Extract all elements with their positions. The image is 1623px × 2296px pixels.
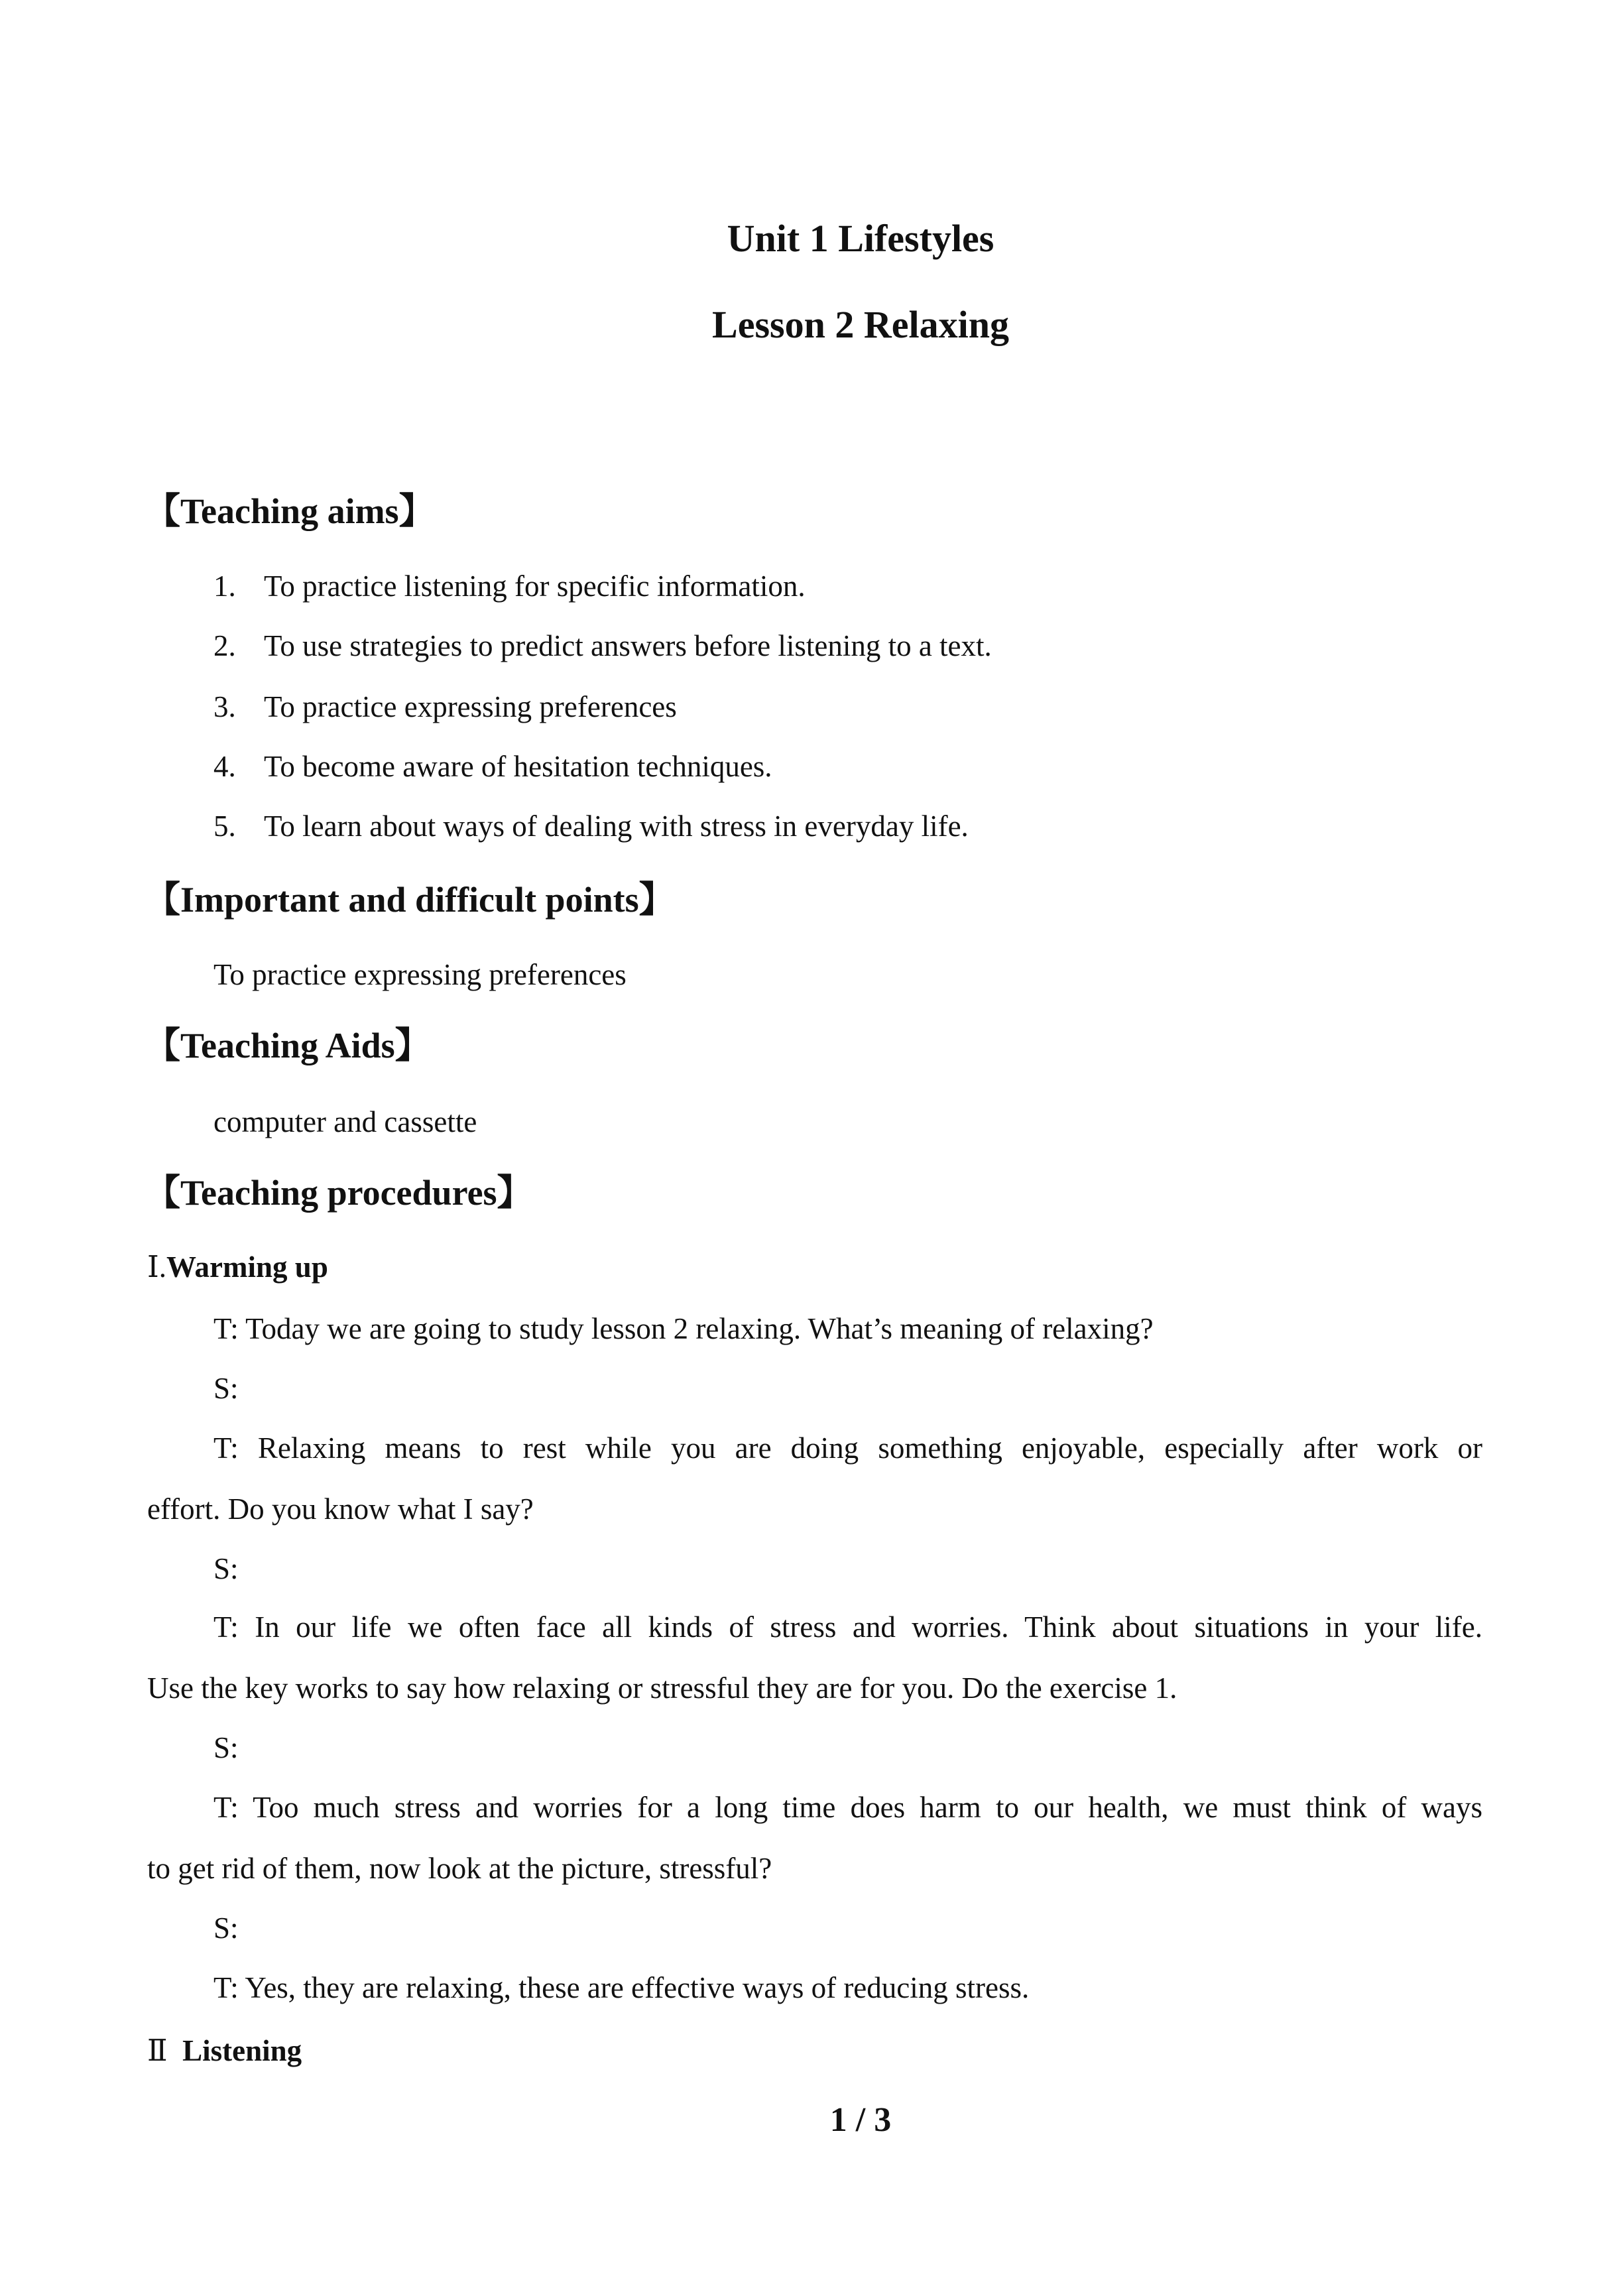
teaching-aids-text: computer and cassette [213, 1105, 477, 1138]
teaching-aims-heading: 【Teaching aims】 [145, 491, 435, 531]
dialogue-line: S: [213, 1731, 239, 1764]
dialogue-line: T: Too much stress and worries for a long time does harm to our health, we must think of ways [213, 1791, 1482, 1824]
dialogue-line: S: [213, 1372, 239, 1405]
dialogue-line: S: [213, 1911, 239, 1945]
aim-number: 4. [213, 750, 236, 783]
aim-number: 5. [213, 810, 236, 843]
aim-text: To learn about ways of dealing with stress in everyday life. [264, 810, 969, 843]
dialogue-line: T: Yes, they are relaxing, these are effective ways of reducing stress. [213, 1971, 1030, 2004]
dialogue-line: to get rid of them, now look at the picture, stressful? [147, 1852, 772, 1885]
important-points-heading: 【Important and difficult points】 [145, 880, 675, 920]
page-number: 1 / 3 [829, 2101, 892, 2139]
aim-number: 1. [213, 570, 236, 603]
dialogue-line: T: In our life we often face all kinds of stress and worries. Think about situations in your life. [213, 1610, 1482, 1644]
listening-label: Listening [182, 2034, 302, 2067]
teaching-procedures-heading: 【Teaching procedures】 [145, 1173, 533, 1213]
aim-text: To use strategies to predict answers before listening to a text. [264, 629, 992, 662]
dialogue-line: effort. Do you know what I say? [147, 1492, 534, 1526]
unit-title: Unit 1 Lifestyles [727, 217, 994, 260]
aim-text: To practice expressing preferences [264, 690, 677, 723]
dialogue-line: T: Today we are going to study lesson 2 relaxing. What’s meaning of relaxing? [213, 1312, 1154, 1345]
dialogue-line: T: Relaxing means to rest while you are doing something enjoyable, especially after work or [213, 1431, 1482, 1465]
teaching-aids-heading: 【Teaching Aids】 [145, 1026, 431, 1065]
roman-numeral: Ⅱ [147, 2034, 168, 2067]
aim-text: To become aware of hesitation techniques. [264, 750, 772, 783]
aim-number: 2. [213, 629, 236, 662]
aim-number: 3. [213, 690, 236, 723]
important-points-text: To practice expressing preferences [213, 958, 627, 991]
lesson-title: Lesson 2 Relaxing [712, 303, 1009, 346]
aim-text: To practice listening for specific information. [264, 570, 806, 603]
dialogue-line: S: [213, 1552, 239, 1585]
dialogue-line: Use the key works to say how relaxing or stressful they are for you. Do the exercise 1. [147, 1671, 1177, 1705]
listening-heading [147, 2033, 302, 2068]
warming-up-label: Warming up [166, 1250, 328, 1284]
warming-up-heading [147, 1249, 328, 1284]
roman-numeral: Ⅰ. [147, 1250, 167, 1284]
